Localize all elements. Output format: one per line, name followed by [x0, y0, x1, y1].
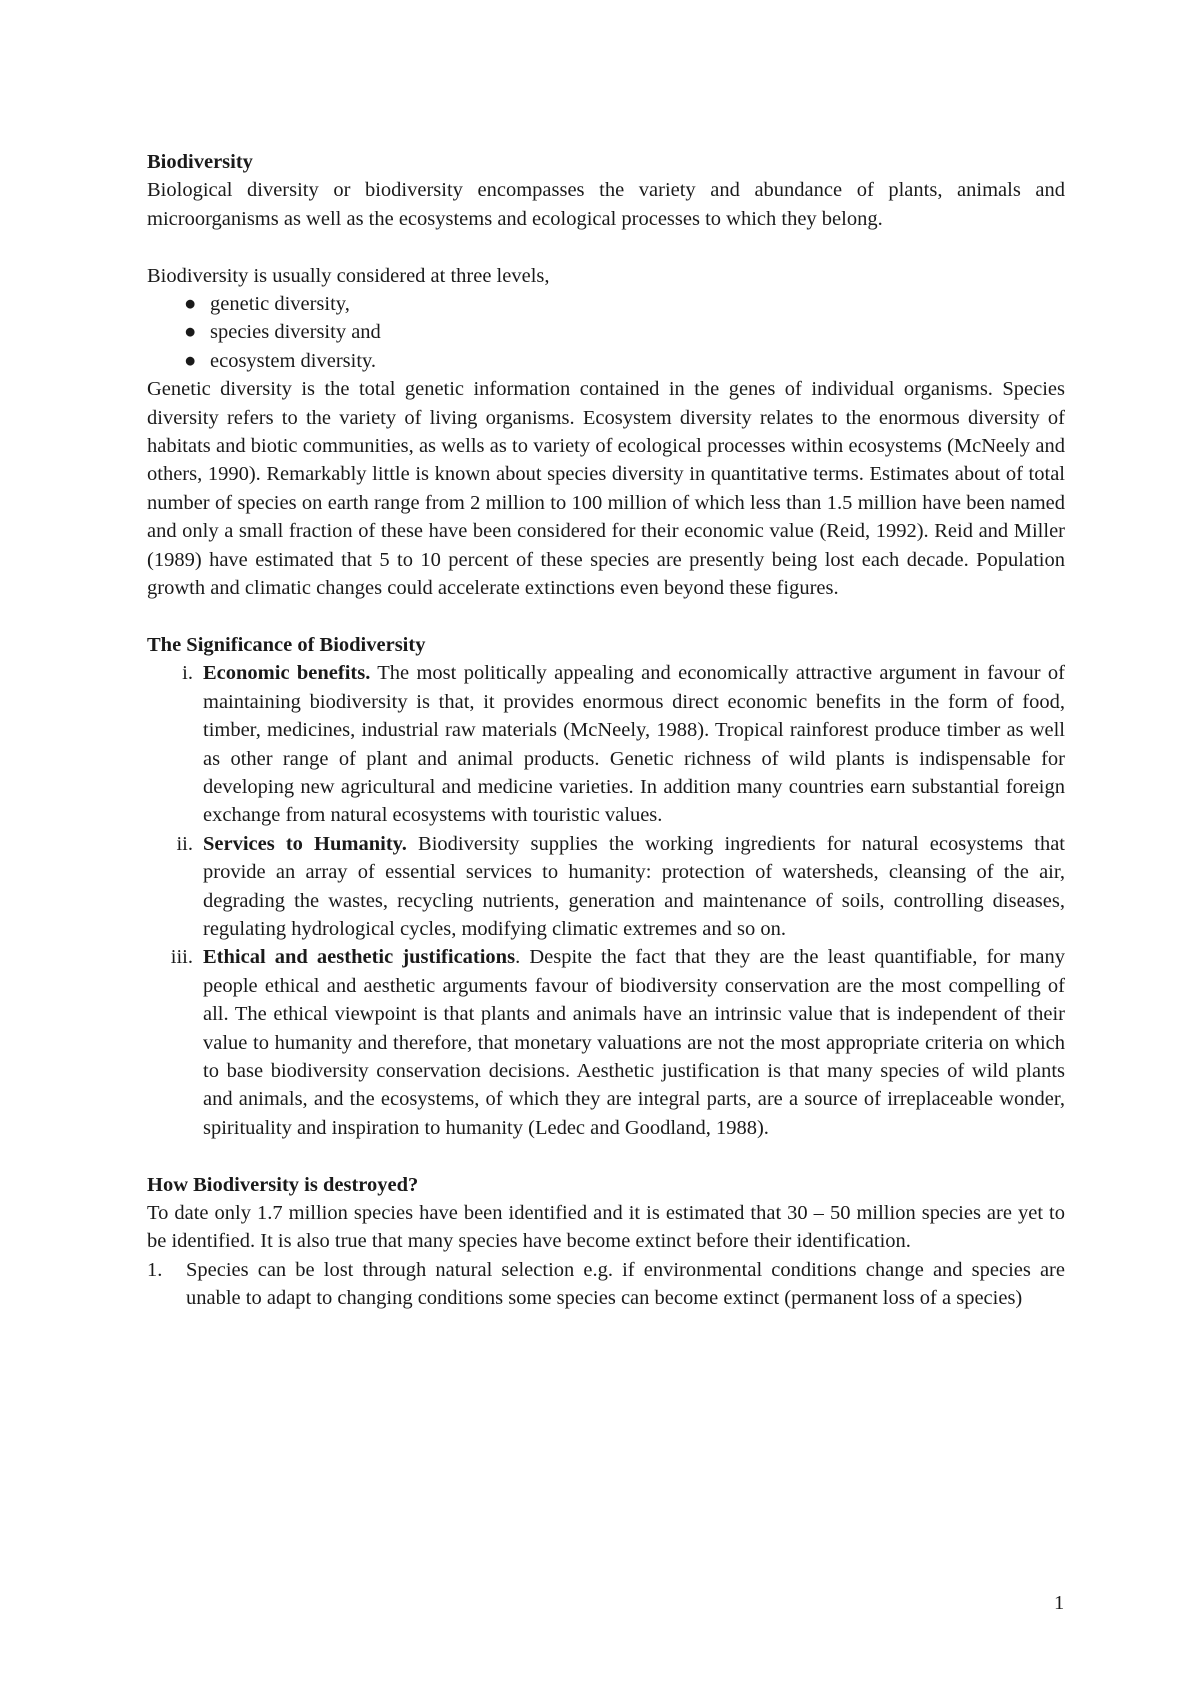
item-term: Economic benefits.	[203, 662, 371, 685]
spacer	[147, 1142, 1065, 1170]
item-term: Services to Humanity.	[203, 832, 407, 855]
list-item: i. Economic benefits. The most politically appealing and economically attractive argument in favour of maintaining biodiversity is that, it provides enormous direct economic benefits in the form of food, timber, medicines, industrial raw materials (McNeely, 1988). Tropical rainforest produce timber as well as other range of plant and animal products. Genetic richness of wild plants is indispensable for developing new agricultural and medicine varieties. In addition many countries earn substantial foreign exchange from natural ecosystems with touristic values.	[182, 662, 1065, 827]
list-item: 1. Species can be lost through natural selection e.g. if environmental conditions change and species are unable to adapt to changing conditions some species can become extinct (permanent loss of a species)	[147, 1258, 1065, 1310]
list-item: ● species diversity and	[184, 318, 1065, 346]
destroyed-intro: To date only 1.7 million species have been identified and it is estimated that 30 – 50 million species are yet to be identified. It is also true that many species have become extinct before their identification.	[147, 1201, 1065, 1253]
page-number: 1	[1054, 1592, 1065, 1614]
section-heading-destroyed: How Biodiversity is destroyed?	[147, 1173, 419, 1196]
bullet-icon: ●	[184, 293, 197, 316]
diversity-paragraph: Genetic diversity is the total genetic information contained in the genes of individual organisms. Species diversity refers to the variety of living organisms. Ecosystem diversity relates to the enormous diversity of habitats and biotic communities, as wells as to variety of ecological processes within ecosystems (McNeely and others, 1990). Remarkably little is known about species diversity in quantitative terms. Estimates about of total number of species on earth range from 2 million to 100 million of which less than 1.5 million have been named and only a small fraction of these have been considered for their economic value (Reid, 1992). Reid and Miller (1989) have estimated that 5 to 10 percent of these species are presently being lost each decade. Population growth and climatic changes could accelerate extinctions even beyond these figures.	[147, 378, 1065, 600]
list-item: ● genetic diversity,	[184, 290, 1065, 318]
spacer	[147, 233, 1065, 261]
destruction-list	[147, 1256, 1065, 1313]
levels-intro: Biodiversity is usually considered at three levels,	[147, 264, 550, 287]
intro-paragraph: Biological diversity or biodiversity encompasses the variety and abundance of plants, animals and microorganisms as well as the ecosystems and ecological processes to which they belong.	[147, 179, 1065, 230]
item-term: Ethical and aesthetic justifications	[203, 946, 516, 969]
list-item: iii. Ethical and aesthetic justifications. Despite the fact that they are the least quantifiable, for many people ethical and aesthetic arguments favour of biodiversity conservation are the most compelling of all. The ethical viewpoint is that plants and animals have an intrinsic value that is independent of their value to humanity and therefore, that monetary valuations are not the most appropriate criteria on which to base biodiversity conservation decisions. Aesthetic justification is that many species of wild plants and animals, and the ecosystems, of which they are integral parts, are a source of irreplaceable wonder, spirituality and inspiration to humanity (Ledec and Goodland, 1988).	[170, 946, 1066, 1139]
list-item: ii. Services to Humanity. Biodiversity supplies the working ingredients for natural ecosystems that provide an array of essential services to humanity: protection of watersheds, cleansing of the air, degrading the wastes, recycling nutrients, generation and maintenance of soils, controlling diseases, regulating hydrological cycles, modifying climatic extremes and so on.	[176, 832, 1066, 940]
section-heading-biodiversity: Biodiversity	[147, 151, 253, 173]
document-page	[147, 148, 1065, 1313]
bullet-icon: ●	[184, 349, 197, 372]
section-heading-significance: The Significance of Biodiversity	[147, 633, 426, 656]
bullet-icon: ●	[184, 321, 197, 344]
list-item: ● ecosystem diversity.	[184, 347, 1065, 375]
spacer	[147, 602, 1065, 630]
significance-list	[147, 659, 1065, 1142]
levels-list	[147, 290, 1065, 375]
